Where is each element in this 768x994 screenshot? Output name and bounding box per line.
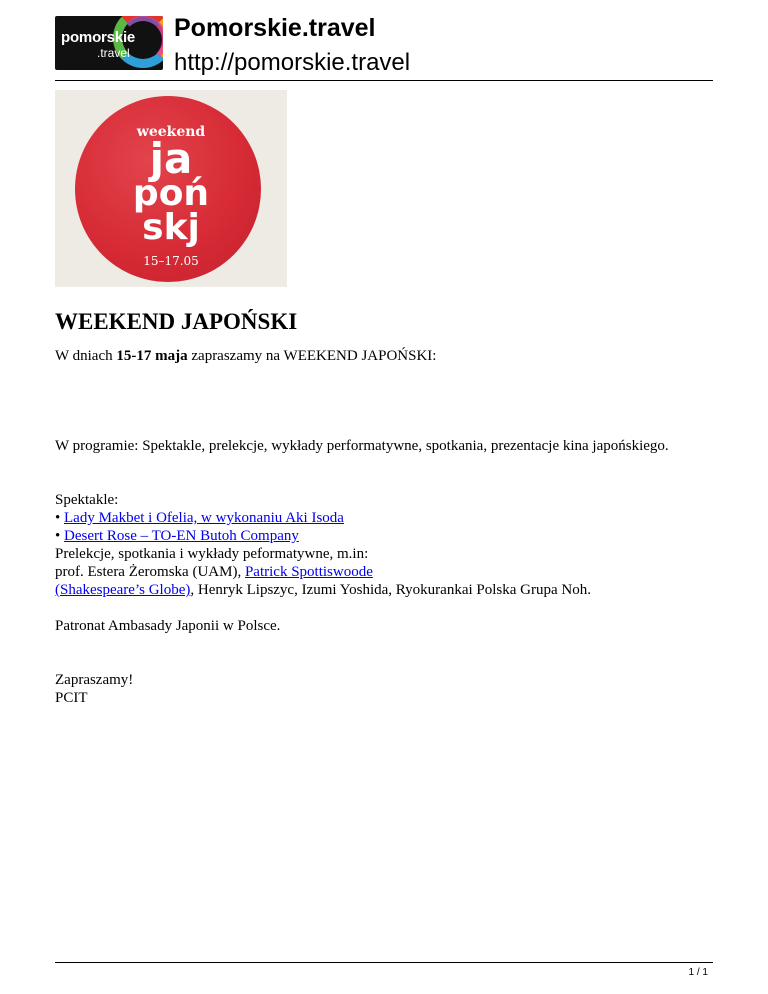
- link-shakespeares-globe[interactable]: (Shakespeare’s Globe): [55, 582, 191, 598]
- speakers-line-1: [55, 563, 373, 581]
- logo-text-main: pomorskie: [61, 29, 136, 46]
- intro-suffix: zapraszamy na WEEKEND JAPOŃSKI:: [187, 348, 437, 364]
- poster-word-line4: skj: [142, 207, 200, 248]
- speakers-suffix: , Henryk Lipszyc, Izumi Yoshida, Ryokurankai Polska Grupa Noh.: [190, 582, 591, 598]
- footer-divider: [55, 962, 713, 963]
- intro-paragraph: [55, 347, 436, 365]
- poster-word-line2: ja: [149, 134, 193, 183]
- poster-dates: 15–17.05: [143, 254, 199, 268]
- intro-dates: 15-17 maja: [116, 348, 188, 364]
- speakers-prefix: prof. Estera Żeromska (UAM),: [55, 564, 245, 580]
- link-patrick-spottiswoode[interactable]: Patrick Spottiswoode: [244, 564, 373, 580]
- link-desert-rose[interactable]: Desert Rose – TO-EN Butoh Company: [64, 528, 299, 544]
- list-item-performance-1: [55, 509, 344, 527]
- signature-line: PCIT: [55, 690, 88, 706]
- site-title: Pomorskie.travel: [174, 14, 376, 42]
- poster-word-weekend: weekend: [136, 124, 206, 140]
- bullet: •: [55, 528, 65, 544]
- site-url: http://pomorskie.travel: [174, 49, 411, 76]
- program-paragraph: W programie: Spektakle, prelekcje, wykłady performatywne, spotkania, prezentacje kina japońskiego.: [55, 438, 669, 454]
- bullet: •: [55, 510, 65, 526]
- patronat-line: Patronat Ambasady Japonii w Polsce.: [55, 618, 281, 634]
- speakers-line-2: [55, 581, 591, 599]
- logo-text-sub: .travel: [97, 46, 130, 60]
- link-lady-makbet[interactable]: Lady Makbet i Ofelia, w wykonaniu Aki Isoda: [64, 510, 344, 526]
- intro-prefix: W dniach: [55, 348, 117, 364]
- article-title: WEEKEND JAPOŃSKI: [55, 309, 298, 334]
- event-poster-image: [55, 90, 287, 287]
- prelekcje-line: Prelekcje, spotkania i wykłady peformatywne, m.in:: [55, 546, 369, 562]
- page-number: 1 / 1: [688, 967, 708, 978]
- site-logo[interactable]: [55, 16, 163, 70]
- closing-line: Zapraszamy!: [55, 672, 134, 688]
- poster-word-line3: poń: [132, 173, 210, 214]
- list-item-performance-2: [55, 527, 299, 545]
- spektakle-label: Spektakle:: [55, 492, 119, 508]
- header-divider: [55, 80, 713, 81]
